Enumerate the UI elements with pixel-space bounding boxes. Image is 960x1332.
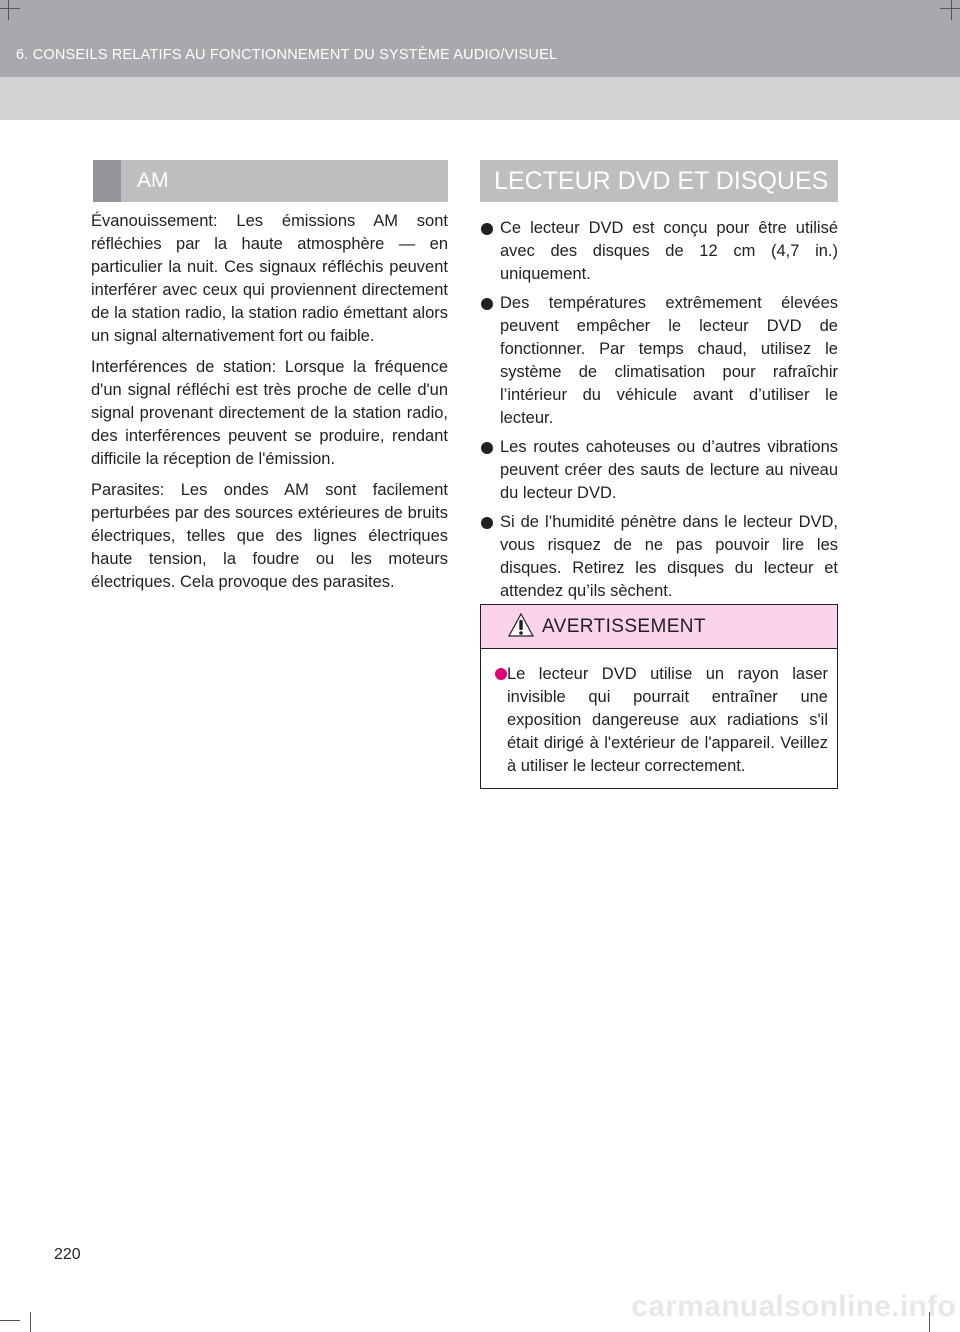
bullet-icon	[495, 668, 507, 680]
dvd-section-body	[480, 217, 838, 609]
am-paragraph-interference: Interférences de station: Lorsque la fréquence d'un signal réfléchi est très proche de celle d'un signal provenant directement de la station radio, des interférences peuvent se produire, rendant difficile la réception de l'émission.	[91, 358, 448, 468]
list-item	[480, 217, 838, 286]
footer-watermark: carmanualsonline.info	[631, 1290, 956, 1323]
header-band	[0, 0, 960, 120]
list-item	[480, 292, 838, 430]
list-item	[480, 436, 838, 505]
dvd-bullet-list	[480, 217, 838, 603]
warning-box	[480, 604, 838, 789]
warning-header	[481, 605, 837, 649]
crop-mark	[0, 8, 20, 9]
list-item-text: Ce lecteur DVD est conçu pour être utilisé avec des disques de 12 cm (4,7 in.) uniquement.	[500, 219, 838, 283]
crop-mark	[30, 1312, 31, 1332]
bullet-icon	[481, 298, 493, 310]
am-paragraph-fading: Évanouissement: Les émissions AM sont réfléchies par la haute atmosphère — en particulier la nuit. Ces signaux réfléchis peuvent interférer avec ceux qui proviennent directement de la station radio, la station radio émettant alors un signal alternativement fort ou faible.	[91, 212, 448, 345]
crop-mark	[0, 1320, 20, 1321]
list-item-text: Les routes cahoteuses ou d’autres vibrations peuvent créer des sauts de lecture au niveau du lecteur DVD.	[500, 438, 838, 502]
crop-mark	[8, 0, 9, 20]
warning-text: Le lecteur DVD utilise un rayon laser invisible qui pourrait entraîner une exposition dangereuse aux radiations s'il était dirigé à l'extérieur de l'appareil. Veillez à utiliser le lecteur correctement.	[507, 665, 828, 775]
section-title-dvd: LECTEUR DVD ET DISQUES	[494, 167, 829, 195]
header-title-bar	[0, 0, 960, 77]
warning-triangle-icon	[508, 613, 534, 637]
page-number: 220	[54, 1246, 81, 1263]
bullet-icon	[481, 442, 493, 454]
warning-title: AVERTISSEMENT	[542, 616, 706, 637]
bullet-icon	[481, 223, 493, 235]
section-header-dvd	[480, 160, 838, 202]
am-section-body	[91, 210, 448, 602]
am-paragraph-static: Parasites: Les ondes AM sont facilement perturbées par des sources extérieures de bruits électriques, telles que des lignes électriques haute tension, la foudre ou les moteurs électriques. Cela provoque des parasites.	[91, 481, 448, 591]
list-item-text: Si de l’humidité pénètre dans le lecteur DVD, vous risquez de ne pas pouvoir lire les disques. Retirez les disques du lecteur et attendez qu’ils sèchent.	[500, 513, 838, 600]
list-item	[480, 511, 838, 603]
warning-body	[495, 663, 828, 778]
list-item-text: Des températures extrêmement élevées peuvent empêcher le lecteur DVD de fonctionner. Par temps chaud, utilisez le système de climatisation pour rafraîchir l’intérieur du véhicule avant d’utiliser le lecteur.	[500, 294, 838, 427]
crop-mark	[940, 8, 960, 9]
section-title-am: AM	[137, 169, 169, 192]
crop-mark	[951, 0, 952, 20]
chapter-title: 6. CONSEILS RELATIFS AU FONCTIONNEMENT DU SYSTÈME AUDIO/VISUEL	[16, 47, 558, 63]
section-marker	[93, 160, 121, 202]
section-header-am	[93, 160, 448, 202]
bullet-icon	[481, 517, 493, 529]
